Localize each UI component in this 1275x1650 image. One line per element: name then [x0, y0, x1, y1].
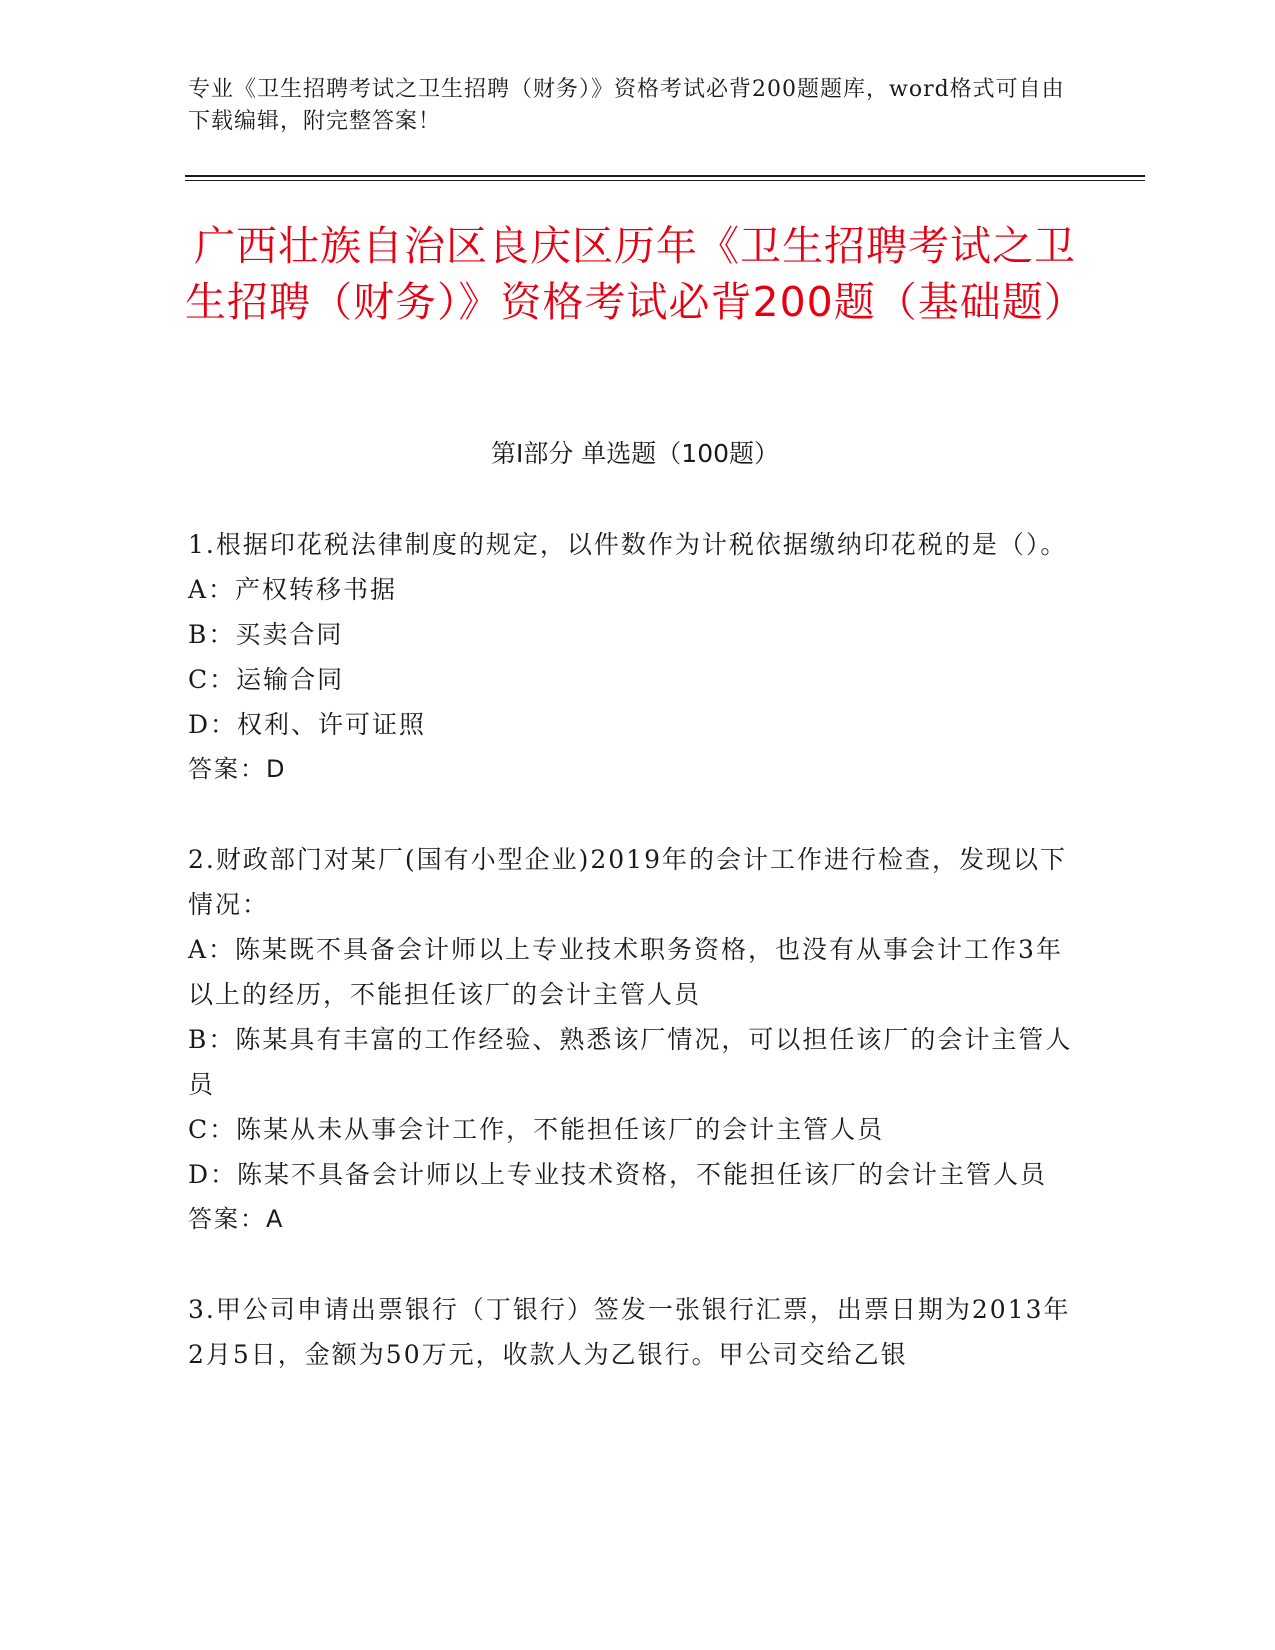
question-list	[188, 522, 1073, 1422]
question-1	[188, 522, 1073, 792]
question-3	[188, 1287, 1073, 1377]
question-stem: 3.甲公司申请出票银行（丁银行）签发一张银行汇票，出票日期为2013年2月5日，金额为50万元，收款人为乙银行。甲公司交给乙银	[188, 1295, 1071, 1369]
header-divider-thin	[185, 180, 1145, 181]
option-d: D：权利、许可证照	[188, 710, 427, 739]
header-note: 专业《卫生招聘考试之卫生招聘（财务）》资格考试必背200题题库，word格式可自由下载编辑，附完整答案！	[188, 77, 1065, 134]
question-2	[188, 837, 1073, 1242]
answer: 答案：A	[188, 1205, 285, 1233]
section-heading: 第Ⅰ部分 单选题（100题）	[490, 439, 780, 468]
option-b: B：买卖合同	[188, 620, 344, 649]
header-divider	[185, 175, 1145, 177]
option-d: D：陈某不具备会计师以上专业技术资格，不能担任该厂的会计主管人员	[188, 1160, 1048, 1189]
question-stem: 2.财政部门对某厂(国有小型企业)2019年的会计工作进行检查，发现以下情况：	[188, 845, 1067, 919]
answer: 答案：D	[188, 755, 287, 783]
option-c: C：运输合同	[188, 665, 345, 694]
option-a: A：产权转移书据	[188, 575, 398, 604]
option-a: A：陈某既不具备会计师以上专业技术职务资格，也没有从事会计工作3年以上的经历，不能担任该厂的会计主管人员	[188, 935, 1063, 1009]
question-stem: 1.根据印花税法律制度的规定，以件数作为计税依据缴纳印花税的是（）。	[188, 530, 1068, 559]
option-b: B：陈某具有丰富的工作经验、熟悉该厂情况，可以担任该厂的会计主管人员	[188, 1025, 1073, 1099]
option-c: C：陈某从未从事会计工作，不能担任该厂的会计主管人员	[188, 1115, 885, 1144]
document-title: 广西壮族自治区良庆区历年《卫生招聘考试之卫生招聘（财务）》资格考试必背200题（基础题）	[185, 222, 1086, 326]
